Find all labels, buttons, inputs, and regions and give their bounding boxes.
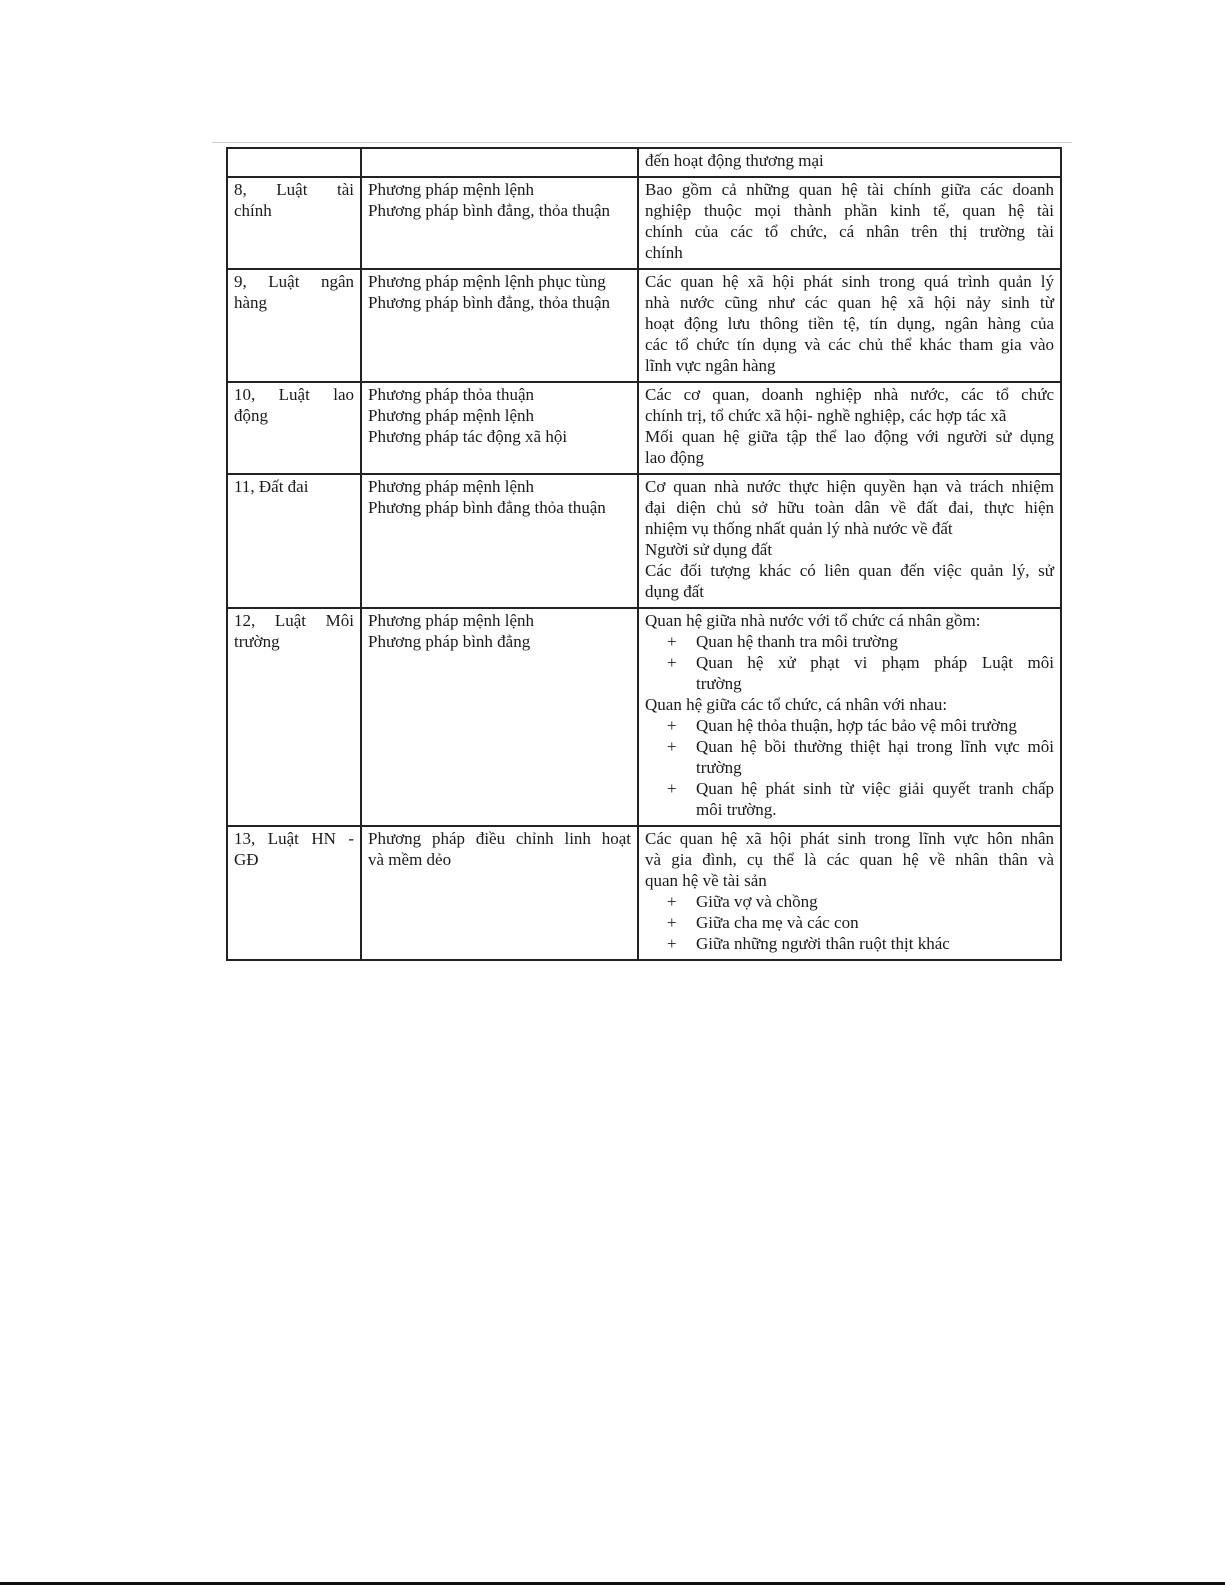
bullet-text [696,778,1054,820]
scope-bullet-item [645,631,1054,652]
method-line: Phương pháp bình đẳng, thỏa thuận [368,201,611,220]
scope-cell [638,177,1061,269]
scope-bullet-item [645,715,1054,736]
scope-line: lao động [645,448,705,467]
law-name-cell [227,269,361,382]
method-line: Phương pháp điều chỉnh linh hoạt [368,829,631,848]
scope-paragraph [645,384,1054,426]
scope-bullet-item [645,778,1054,820]
scope-line: chính [645,243,683,262]
scope-cell [638,382,1061,474]
scope-paragraph [645,179,1054,263]
plus-bullet-icon: + [667,779,677,798]
bullet-line: Giữa những người thân ruột thịt khác [696,934,950,953]
bullet-line: Quan hệ thanh tra môi trường [696,632,898,651]
scope-line: hoạt động lưu thông tiền tệ, tín dụng, ngân hàng của [645,314,1054,333]
scope-cell [638,826,1061,960]
scope-line: đến hoạt động thương mại [645,151,824,170]
method-line: Phương pháp thỏa thuận [368,385,534,404]
scope-paragraph [645,828,1054,891]
law-name-line: hàng [234,293,268,312]
law-name-cell [227,608,361,826]
law-name-line: 9, Luật ngân [234,272,354,291]
scope-paragraph [645,539,1054,560]
plus-bullet-icon: + [667,934,677,953]
method-cell [361,608,638,826]
scope-paragraph [645,271,1054,376]
bullet-line: Quan hệ thỏa thuận, hợp tác bảo vệ môi trường [696,716,1017,735]
method-line: và mềm dẻo [368,850,452,869]
method-line: Phương pháp mệnh lệnh [368,180,534,199]
table-row [227,474,1061,608]
law-methods-table [226,147,1062,961]
scope-line: Bao gồm cả những quan hệ tài chính giữa các doanh [645,180,1054,199]
law-name-line: trường [234,632,280,651]
method-line: Phương pháp mệnh lệnh phục tùng [368,272,606,291]
table-row [227,269,1061,382]
scope-line: Các cơ quan, doanh nghiệp nhà nước, các tổ chức [645,385,1054,404]
scope-line: và gia đình, cụ thể là các quan hệ về nhân thân và [645,850,1054,869]
law-name-line: GĐ [234,850,259,869]
method-line [368,150,631,171]
scope-bullet-item [645,933,1054,954]
law-name-line: 12, Luật Môi [234,611,354,630]
plus-bullet-icon: + [667,892,677,911]
scope-paragraph [645,150,1054,171]
bullet-line: trường [696,758,742,777]
scope-line: nghiệp thuộc mọi thành phần kinh tế, quan hệ tài [645,201,1054,220]
scope-line: dụng đất [645,582,705,601]
bullet-text [696,631,1054,652]
law-name-line [234,150,354,171]
method-line: Phương pháp tác động xã hội [368,427,568,446]
law-name-line: 11, Đất đai [234,477,309,496]
bullet-line: Giữa vợ và chồng [696,892,818,911]
scope-bullet-item [645,891,1054,912]
scope-cell [638,474,1061,608]
table-row [227,382,1061,474]
law-name-line: động [234,406,268,425]
scope-line: Quan hệ giữa nhà nước với tổ chức cá nhân gồm: [645,611,981,630]
bullet-text [696,891,1054,912]
bullet-line: trường [696,674,742,693]
scope-line: chính của các tổ chức, cá nhân trên thị trường tài [645,222,1054,241]
scope-cell [638,608,1061,826]
scope-paragraph [645,610,1054,631]
law-name-cell [227,148,361,177]
scope-line: Mối quan hệ giữa tập thể lao động với người sử dụng [645,427,1054,446]
scope-line: quan hệ về tài sản [645,871,767,890]
scope-line: Các quan hệ xã hội phát sinh trong quá trình quản lý [645,272,1054,291]
scope-line: Người sử dụng đất [645,540,773,559]
scope-line: các tổ chức tín dụng và các chủ thể khác tham gia vào [645,335,1054,354]
method-line: Phương pháp mệnh lệnh [368,477,534,496]
law-name-cell [227,382,361,474]
bullet-text [696,912,1054,933]
scope-paragraph [645,694,1054,715]
bullet-line: môi trường. [696,800,777,819]
method-line: Phương pháp bình đẳng [368,632,531,651]
plus-bullet-icon: + [667,913,677,932]
table-row [227,608,1061,826]
scope-paragraph [645,476,1054,539]
plus-bullet-icon: + [667,632,677,651]
law-name-line: chính [234,201,272,220]
law-name-cell [227,474,361,608]
table-body [227,148,1061,960]
scope-bullet-item [645,736,1054,778]
method-line: Phương pháp bình đẳng thỏa thuận [368,498,606,517]
scope-line: chính trị, tổ chức xã hội- nghề nghiệp, các hợp tác xã [645,406,1007,425]
bullet-text [696,933,1054,954]
method-cell [361,474,638,608]
scope-line: lĩnh vực ngân hàng [645,356,776,375]
method-cell [361,269,638,382]
bullet-line: Quan hệ phát sinh từ việc giải quyết tranh chấp [696,779,1054,798]
table-row [227,148,1061,177]
law-name-cell [227,826,361,960]
law-name-cell [227,177,361,269]
method-line: Phương pháp mệnh lệnh [368,406,534,425]
scope-line: đại diện chủ sở hữu toàn dân về đất đai, thực hiện [645,498,1054,517]
scope-line: Cơ quan nhà nước thực hiện quyền hạn và trách nhiệm [645,477,1054,496]
table-row [227,826,1061,960]
bullet-text [696,736,1054,778]
scope-bullet-item [645,652,1054,694]
scope-paragraph [645,560,1054,602]
scope-line: nhiệm vụ thống nhất quản lý nhà nước về đất [645,519,953,538]
scope-line: Các đối tượng khác có liên quan đến việc quản lý, sử [645,561,1054,580]
plus-bullet-icon: + [667,716,677,735]
bullet-line: Quan hệ xử phạt vi phạm pháp Luật môi [696,653,1054,672]
method-cell [361,177,638,269]
scope-cell [638,148,1061,177]
scope-line: Quan hệ giữa các tổ chức, cá nhân với nhau: [645,695,948,714]
page-top-rule [212,142,1072,143]
table-row [227,177,1061,269]
bullet-text [696,652,1054,694]
bullet-text [696,715,1054,736]
law-name-line: 8, Luật tài [234,180,354,199]
bullet-line: Quan hệ bồi thường thiệt hại trong lĩnh vực môi [696,737,1054,756]
plus-bullet-icon: + [667,737,677,756]
method-cell [361,148,638,177]
plus-bullet-icon: + [667,653,677,672]
scope-cell [638,269,1061,382]
method-line: Phương pháp mệnh lệnh [368,611,534,630]
method-cell [361,826,638,960]
scope-paragraph [645,426,1054,468]
law-name-line: 13, Luật HN - [234,829,354,848]
scope-line: Các quan hệ xã hội phát sinh trong lĩnh vực hôn nhân [645,829,1054,848]
method-line: Phương pháp bình đẳng, thỏa thuận [368,293,611,312]
law-name-line: 10, Luật lao [234,385,354,404]
scope-bullet-item [645,912,1054,933]
scope-line: nhà nước cũng như các quan hệ xã hội nảy sinh từ [645,293,1054,312]
method-cell [361,382,638,474]
bullet-line: Giữa cha mẹ và các con [696,913,859,932]
